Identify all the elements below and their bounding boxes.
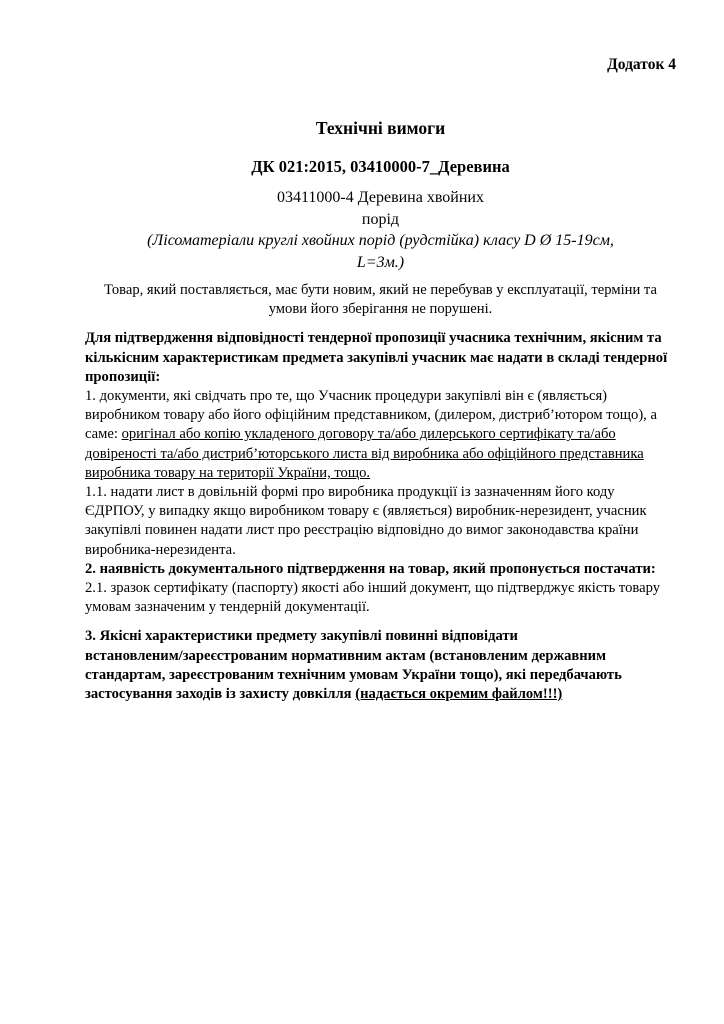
requirements-header: [85, 329, 676, 387]
clause-3-text: застосування заходів із захисту довкілля: [85, 686, 356, 703]
item-description-line-2: L=3м.): [356, 253, 405, 271]
document-title: Технічні вимоги: [315, 118, 446, 138]
annex-label: Додаток 4: [607, 56, 676, 73]
clause-3: [85, 627, 676, 704]
clause-2-text: 2. наявність документального підтвердження на товар, який пропонується постачати:: [85, 560, 656, 577]
clause-2-1-text: 2.1. зразок сертифікату (паспорту) якості або інший документ, що підтверджує якість товару: [85, 580, 660, 597]
clause-1-1: [85, 483, 676, 560]
clause-1-text: виробником товару або його офіційним представником, (дилером, дистриб’ютором тощо), а: [85, 407, 657, 424]
clause-3-text: встановленим/зареєстрованим нормативним актам (встановленим державним: [85, 647, 607, 664]
intro-paragraph-line-1: Товар, який поставляється, має бути новим, який не перебував у експлуатації, терміни та: [104, 282, 657, 298]
item-name: [85, 187, 676, 230]
intro-paragraph: [85, 281, 676, 319]
item-description: [85, 230, 676, 273]
clause-3-text: (надається окремим файлом!!!): [355, 686, 563, 703]
clause-2: [85, 560, 676, 579]
clause-3-text: 3. Якісні характеристики предмету закупівлі повинні відповідати: [85, 628, 518, 645]
clause-1-text: саме:: [85, 426, 122, 443]
clause-2-1-text: умовам зазначеним у тендерній документації.: [85, 599, 370, 616]
document-body: [85, 329, 676, 704]
clause-1-1-text: виробника-нерезидента.: [85, 541, 236, 558]
intro-paragraph-line-2: умови його зберігання не порушені.: [268, 301, 493, 318]
clause-1-text: оригінал або копію укладеного договору та/або дилерського сертифікату та/або: [121, 426, 616, 443]
item-name-line-1: 03411000-4 Деревина хвойних: [277, 189, 484, 206]
clause-1-1-text: закупівлі повинен надати лист про реєстрацію відповідно до вимог законодавства країни: [85, 522, 639, 539]
clause-2-1: [85, 579, 676, 617]
clause-1: [85, 387, 676, 483]
clause-3-text: стандартам, зареєстрованим технічним умовам України тощо), які передбачають: [85, 666, 622, 683]
requirements-header-text: пропозиції:: [85, 368, 161, 385]
clause-1-text: довіреності та/або дистриб’юторського листа від виробника або офіційного представника: [85, 445, 644, 462]
clause-1-1-text: ЄДРПОУ, у випадку якщо виробником товару є (являється) виробник-нерезидент, учасник: [85, 503, 647, 520]
item-description-line-1: (Лісоматеріали круглі хвойних порід (рудстійка) класу D Ø 15-19см,: [147, 232, 614, 249]
clause-1-text: виробника товару на території України, тощо.: [85, 464, 371, 481]
requirements-header-text: Для підтвердження відповідності тендерної пропозиції учасника технічним, якісним та: [85, 330, 662, 347]
dk-code-heading: ДК 021:2015, 03410000-7_Деревина: [251, 157, 510, 176]
clause-1-1-text: 1.1. надати лист в довільній формі про виробника продукції із зазначенням його коду: [85, 484, 615, 501]
item-name-line-2: порід: [361, 210, 400, 228]
requirements-header-text: кількісним характеристикам предмета закупівлі учасник має надати в складі тендерної: [85, 349, 668, 366]
clause-1-text: 1. документи, які свідчать про те, що Учасник процедури закупівлі він є (являється): [85, 388, 608, 405]
